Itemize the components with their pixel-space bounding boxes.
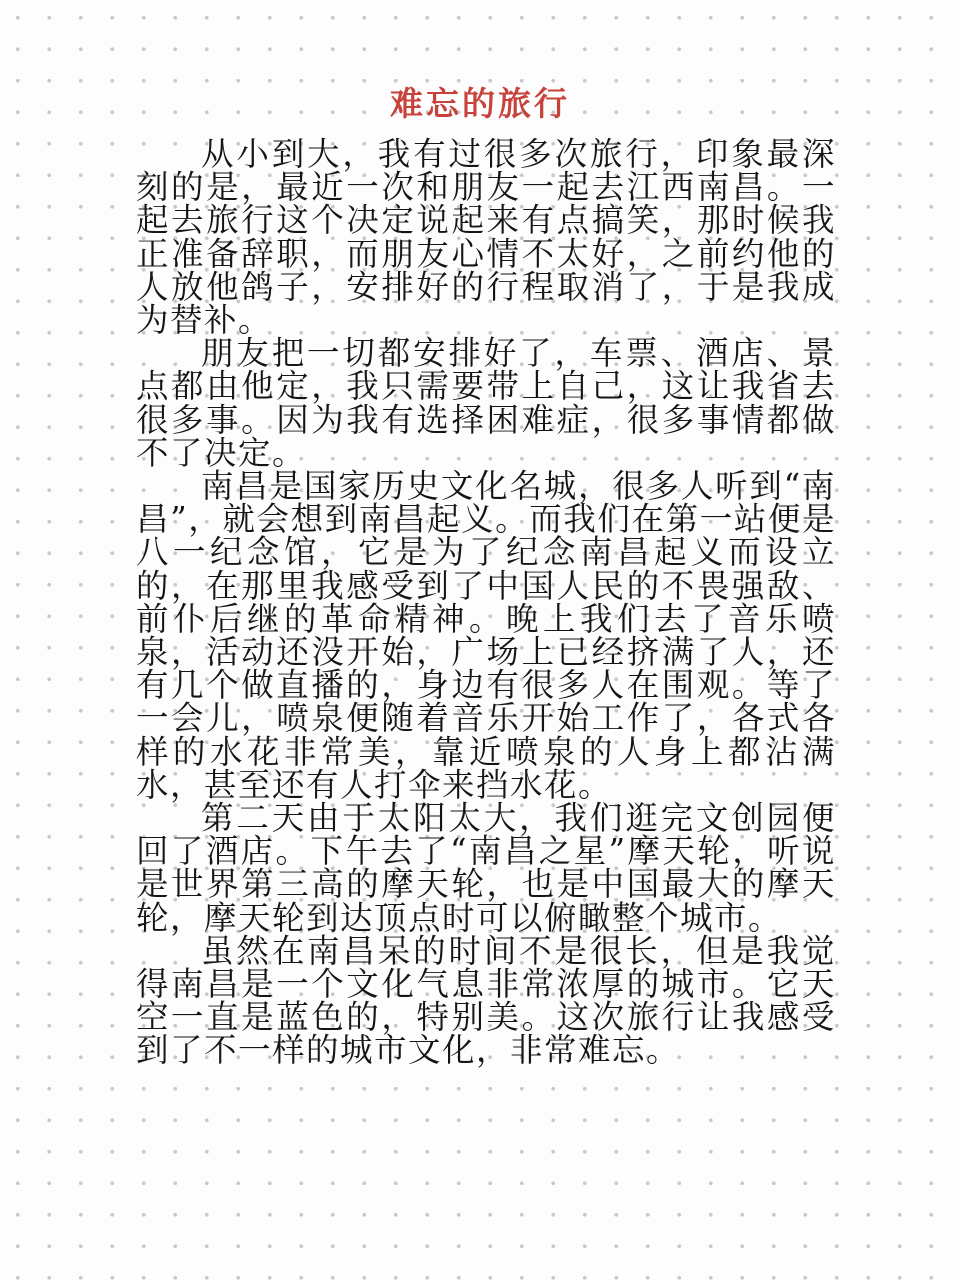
paragraph-5: 虽然在南昌呆的时间不是很长，但是我觉得南昌是一个文化气息非常浓厚的城市。它天空一直是蓝色的，特别美。这次旅行让我感受到了不一样的城市文化，非常难忘。 [136,931,836,1070]
paragraph-4: 第二天由于太阳太大，我们逛完文创园便回了酒店。下午去了“南昌之星”摩天轮，听说是世界第三高的摩天轮，也是中国最大的摩天轮，摩天轮到达顶点时可以俯瞰整个城市。 [136,799,836,937]
paragraph-1: 从小到大，我有过很多次旅行，印象最深刻的是，最近一次和朋友一起去江西南昌。一起去旅行这个决定说起来有点搞笑，那时候我正准备辞职，而朋友心情不太好，之前约他的人放他鸽子，安排好的行程取消了，于是我成为替补。 [136,135,836,340]
paragraph-2: 朋友把一切都安排好了，车票、酒店、景点都由他定，我只需要带上自己，这让我省去很多事。因为我有选择困难症，很多事情都做不了决定。 [136,334,836,472]
paragraph-3: 南昌是国家历史文化名城，很多人听到“南昌”，就会想到南昌起义。而我们在第一站便是八一纪念馆，它是为了纪念南昌起义而设立的，在那里我感受到了中国人民的不畏强敌、前仆后继的革命精神。晚上我们去了音乐喷泉，活动还没开始，广场上已经挤满了人，还有几个做直播的，身边有很多人在围观。等了一会儿，喷泉便随着音乐开始工作了，各式各样的水花非常美，靠近喷泉的人身上都沾满水，甚至还有人打伞来挡水花。 [136,467,836,804]
essay-title: 难忘的旅行 [390,84,570,124]
essay-body [136,135,836,1070]
